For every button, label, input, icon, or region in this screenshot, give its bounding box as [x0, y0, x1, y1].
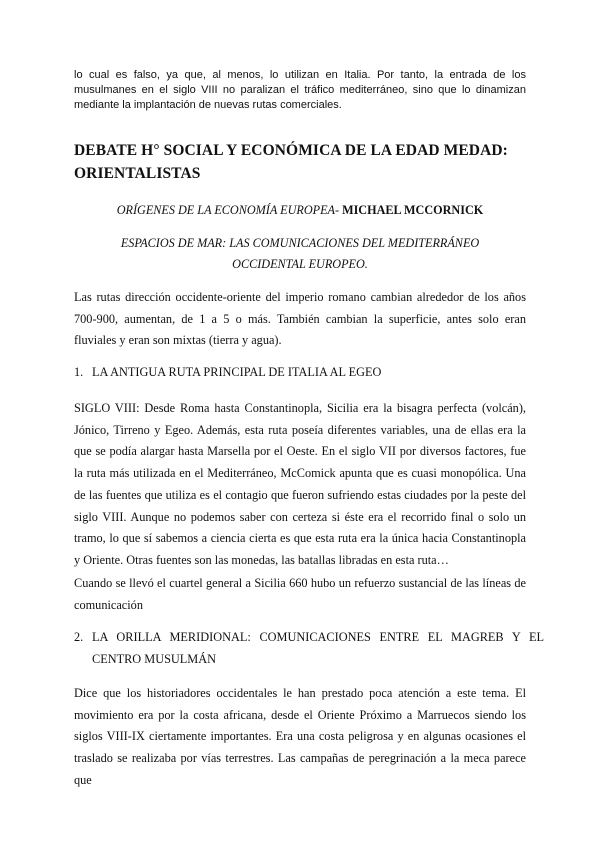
paragraph-siglo-viii: SIGLO VIII: Desde Roma hasta Constantinopla, Sicilia era la bisagra perfecta (volcán), Jónico, Tirreno y Egeo. Además, esta ruta poseía diferentes variables, una de ellas era la que se podía alargar hasta Marsella por el Oeste. En el siglo VII por diversos factores, fue la ruta más utilizada en el Mediterráneo, McComick apunta que es cuasi monopólica. Una de las fuentes que utiliza es el contagio que fueron sufriendo estas ciudades por la peste del siglo VIII. Aunque no podemos saber con certeza si éste era el recorrido final o solo un tramo, lo que sí sabemos a ciencia cierta es que esta ruta era la única hacia Constantinopla y Oriente. Otras fuentes son las monedas, las batallas libradas en esta ruta…: [74, 401, 526, 567]
section-2-number: 2.: [74, 630, 84, 644]
section-2-title: LA ORILLA MERIDIONAL: COMUNICACIONES ENTRE EL MAGREB Y EL CENTRO MUSULMÁN: [92, 630, 544, 666]
subtitle-author: MICHAEL MCCORNICK: [342, 203, 484, 217]
section-2-heading: [74, 626, 544, 670]
section-1-heading: [74, 361, 544, 383]
paragraph-historiadores: Dice que los historiadores occidentales le han prestado poca atención a este tema. El movimiento era por la costa africana, desde el Oriente Próximo a Marruecos siendo los siglos VIII-IX ciertamente importantes. Era una costa peligrosa y en algunas ocasiones el traslado se realizaba por vías terrestres. Las campañas de peregrinación a la meca parece que: [74, 686, 526, 787]
subtitle-espacios: ESPACIOS DE MAR: LAS COMUNICACIONES DEL MEDITERRÁNEO OCCIDENTAL EUROPEO.: [120, 236, 480, 271]
paragraph-cuartel: Cuando se llevó el cuartel general a Sicilia 660 hubo un refuerzo sustancial de las líneas de comunicación: [74, 576, 526, 612]
main-heading: DEBATE H° SOCIAL Y ECONÓMICA DE LA EDAD MEDAD: ORIENTALISTAS: [74, 142, 508, 182]
subtitle-work: ORÍGENES DE LA ECONOMÍA EUROPEA-: [116, 203, 340, 217]
section-1-number: 1.: [74, 365, 84, 379]
subtitle-origins: [74, 200, 526, 221]
intro-paragraph: lo cual es falso, ya que, al menos, lo utilizan en Italia. Por tanto, la entrada de los musulmanes en el siglo VIII no paralizan el tráfico mediterráneo, sino que lo dinamizan mediante la implantación de nuevas rutas comerciales.: [74, 69, 526, 111]
paragraph-routes: Las rutas dirección occidente-oriente del imperio romano cambian alrededor de los años 700-900, aumentan, de 1 a 5 o más. También cambian la superficie, antes solo eran fluviales y eran son mixtas (tierra y agua).: [74, 290, 526, 348]
section-1-title: LA ANTIGUA RUTA PRINCIPAL DE ITALIA AL EGEO: [92, 365, 382, 379]
